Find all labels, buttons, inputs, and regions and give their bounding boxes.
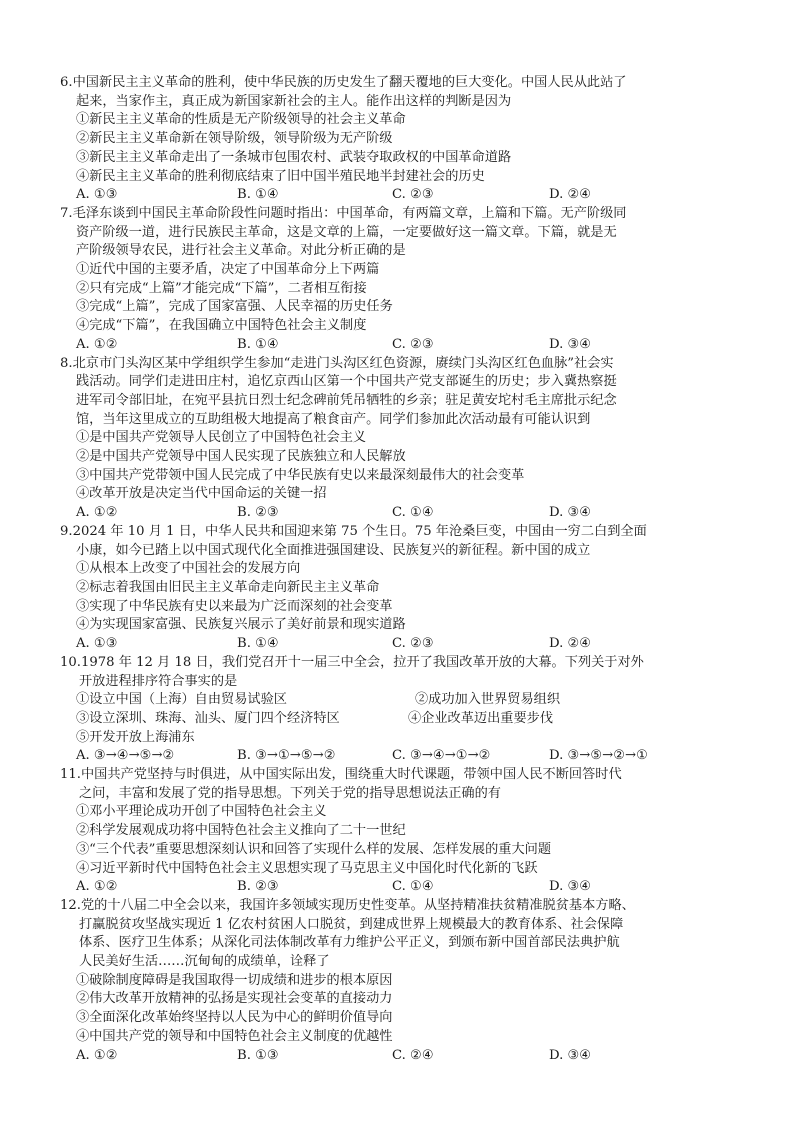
- question-number: 8.: [60, 355, 73, 371]
- stem-line: 产阶级领导农民，进行社会主义革命。对此分析正确的是: [76, 243, 406, 259]
- statement: ②科学发展观成功将中国特色社会主义推向了二十一世纪: [76, 823, 406, 839]
- option-d[interactable]: D. ②④: [549, 187, 592, 203]
- statement: ④企业改革迈出重要步伐: [408, 710, 554, 726]
- statement: ①邓小平理论成功开创了中国特色社会主义: [76, 804, 327, 820]
- answer-options: [60, 1047, 750, 1066]
- statement: ③设立深圳、珠海、汕头、厦门四个经济特区: [76, 710, 340, 726]
- statement: ②伟大改革开放精神的弘扬是实现社会变革的直接动力: [76, 991, 393, 1007]
- stem-line: 馆，当年这里成立的互助组极大地提高了粮食亩产。同学们参加此次活动最有可能认识到: [76, 411, 591, 427]
- statement: ①破除制度障碍是我国取得一切成绩和进步的根本原因: [76, 972, 393, 988]
- stem-line: 起来，当家作主，真正成为新国家新社会的主人。能作出这样的判断是因为: [76, 93, 512, 109]
- question-7: [60, 205, 750, 355]
- question-number: 12.: [60, 897, 81, 913]
- stem-line: 1978 年 12 月 18 日，我们党召开十一届三中全会，拉开了我国改革开放的大幕。下列关于对外: [80, 654, 644, 670]
- question-8: [60, 355, 750, 523]
- stem-line: 开放进程排序符合事实的是: [79, 673, 238, 689]
- stem-line: 人民美好生活……沉甸甸的成绩单，诠释了: [79, 954, 330, 970]
- option-c[interactable]: C. ①④: [392, 879, 434, 895]
- option-a[interactable]: A. ①②: [76, 879, 118, 895]
- stem-line: 之问，丰富和发展了党的指导思想。下列关于党的指导思想说法正确的有: [79, 785, 501, 801]
- stem-line: 小康，如今已踏上以中国式现代化全面推进强国建设、民族复兴的新征程。新中国的成立: [76, 542, 591, 558]
- option-d[interactable]: D. ②④: [549, 636, 592, 652]
- stem-line: 打赢脱贫攻坚战实现近 1 亿农村贫困人口脱贫，到建成世界上规模最大的教育体系、社会保障: [79, 916, 624, 932]
- statement: ④新民主主义革命的胜利彻底结束了旧中国半殖民地半封建社会的历史: [76, 168, 485, 184]
- statement: ①近代中国的主要矛盾，决定了中国革命分上下两篇: [76, 262, 380, 278]
- answer-options: [60, 878, 750, 897]
- question-number: 10.: [60, 654, 81, 670]
- stem-line: 进军司令部旧址，在宛平县抗日烈士纪念碑前凭吊牺牲的乡亲；驻足黄安坨村毛主席批示纪念: [76, 392, 617, 408]
- statement: ④为实现国家富强、民族复兴展示了美好前景和现实道路: [76, 617, 406, 633]
- statement: ③“三个代表”重要思想深刻认识和回答了实现什么样的发展、怎样发展的重大问题: [76, 841, 552, 857]
- answer-options: [60, 635, 750, 654]
- option-b[interactable]: B. ③→①→⑤→②: [237, 748, 336, 764]
- option-c[interactable]: C. ②③: [392, 636, 434, 652]
- option-d[interactable]: D. ③④: [549, 336, 592, 352]
- stem-line: 毛泽东谈到中国民主革命阶段性问题时指出：中国革命，有两篇文章，上篇和下篇。无产阶级同: [72, 205, 627, 221]
- statement: ③完成“上篇”，完成了国家富强、人民幸福的历史任务: [76, 299, 393, 315]
- option-c[interactable]: C. ③→④→①→②: [392, 748, 491, 764]
- stem-line: 北京市门头沟区某中学组织学生参加“走进门头沟区红色资源，赓续门头沟区红色血脉”社会实: [72, 355, 614, 371]
- question-stem: [60, 897, 750, 972]
- question-number: 6.: [60, 75, 73, 90]
- question-stem: [60, 74, 750, 111]
- statement: ①新民主主义革命的性质是无产阶级领导的社会主义革命: [76, 112, 406, 128]
- statement: ③全面深化改革始终坚持以人民为中心的鲜明价值导向: [76, 1010, 393, 1026]
- option-b[interactable]: B. ①④: [237, 336, 279, 352]
- option-d[interactable]: D. ③④: [549, 1047, 592, 1063]
- option-d[interactable]: D. ③→⑤→②→①: [549, 748, 648, 764]
- question-number: 7.: [60, 205, 73, 221]
- option-c[interactable]: C. ②③: [392, 336, 434, 352]
- option-c[interactable]: C. ①④: [392, 505, 434, 521]
- option-a[interactable]: A. ③→④→⑤→②: [76, 748, 175, 764]
- question-11: [60, 766, 750, 897]
- statement: ①是中国共产党领导人民创立了中国特色社会主义: [76, 430, 367, 446]
- statement: ⑤开发开放上海浦东: [76, 729, 195, 745]
- statement: ②新民主主义革命新在领导阶级，领导阶级为无产阶级: [76, 131, 393, 147]
- exam-page: [60, 74, 750, 1065]
- option-c[interactable]: C. ②③: [392, 187, 434, 203]
- question-12: [60, 897, 750, 1065]
- stem-line: 中国共产党坚持与时俱进，从中国实际出发，围绕重大时代课题，带领中国人民不断回答时代: [80, 767, 622, 783]
- statement-pair: [60, 691, 750, 710]
- statement: ③实现了中华民族有史以来最为广泛而深刻的社会变革: [76, 598, 393, 614]
- statement: ③新民主主义革命走出了一条城市包围农村、武装夺取政权的中国革命道路: [76, 149, 512, 165]
- statement: ④习近平新时代中国特色社会主义思想实现了马克思主义中国化时代化新的飞跃: [76, 860, 538, 876]
- stem-line: 体系、医疗卫生体系；从深化司法体制改革有力维护公平正义，到颁布新中国首部民法典护航: [79, 935, 620, 951]
- option-b[interactable]: B. ②③: [237, 505, 279, 521]
- question-stem: [60, 654, 750, 691]
- question-stem: [60, 523, 750, 560]
- stem-line: 践活动。同学们走进田庄村，追忆京西山区第一个中国共产党支部诞生的历史；步入冀热察挺: [76, 374, 617, 390]
- question-number: 11.: [60, 767, 81, 783]
- stem-line: 中国新民主主义革命的胜利，使中华民族的历史发生了翻天覆地的巨大变化。中国人民从此站了: [72, 75, 627, 90]
- statement: ②成功加入世界贸易组织: [415, 692, 561, 708]
- stem-line: 党的十八届二中全会以来，我国许多领域实现历史性变革。从坚持精准扶贫精准脱贫基本方略、: [80, 897, 635, 913]
- statement-pair: [60, 710, 750, 729]
- answer-options: [60, 747, 750, 766]
- statement: ③中国共产党带领中国人民完成了中华民族有史以来最深刻最伟大的社会变革: [76, 467, 525, 483]
- question-6: [60, 74, 750, 205]
- statement: ②标志着我国由旧民主主义革命走向新民主主义革命: [76, 579, 380, 595]
- option-b[interactable]: B. ①④: [237, 187, 279, 203]
- question-stem: [60, 205, 750, 261]
- question-stem: [60, 355, 750, 430]
- statement: ①设立中国（上海）自由贸易试验区: [76, 692, 287, 708]
- option-a[interactable]: A. ①③: [76, 636, 118, 652]
- stem-line: 2024 年 10 月 1 日，中华人民共和国迎来第 75 个生日。75 年沧桑巨变，中国由一穷二白到全面: [72, 523, 647, 539]
- option-a[interactable]: A. ①②: [76, 1047, 118, 1063]
- stem-line: 资产阶级一道，进行民族民主革命，这是文章的上篇，一定要做好这一篇文章。下篇，就是无: [76, 224, 617, 240]
- option-b[interactable]: B. ①④: [237, 636, 279, 652]
- option-d[interactable]: D. ③④: [549, 505, 592, 521]
- question-number: 9.: [60, 523, 73, 539]
- option-a[interactable]: A. ①③: [76, 187, 118, 203]
- statement: ①从根本上改变了中国社会的发展方向: [76, 561, 301, 577]
- option-d[interactable]: D. ③④: [549, 879, 592, 895]
- statement: ④中国共产党的领导和中国特色社会主义制度的优越性: [76, 1028, 393, 1044]
- option-a[interactable]: A. ①②: [76, 505, 118, 521]
- statement: ④改革开放是决定当代中国命运的关键一招: [76, 486, 327, 502]
- option-b[interactable]: B. ②③: [237, 879, 279, 895]
- question-9: [60, 523, 750, 654]
- answer-options: [60, 504, 750, 523]
- statement: ②是中国共产党领导中国人民实现了民族独立和人民解放: [76, 449, 406, 465]
- option-b[interactable]: B. ①③: [237, 1047, 279, 1063]
- option-a[interactable]: A. ①②: [76, 336, 118, 352]
- question-10: [60, 654, 750, 766]
- statement: ④完成“下篇”，在我国确立中国特色社会主义制度: [76, 318, 367, 334]
- question-stem: [60, 766, 750, 803]
- answer-options: [60, 336, 750, 355]
- statement: ②只有完成“上篇”才能完成“下篇”，二者相互衔接: [76, 280, 367, 296]
- answer-options: [60, 186, 750, 205]
- option-c[interactable]: C. ②④: [392, 1047, 434, 1063]
